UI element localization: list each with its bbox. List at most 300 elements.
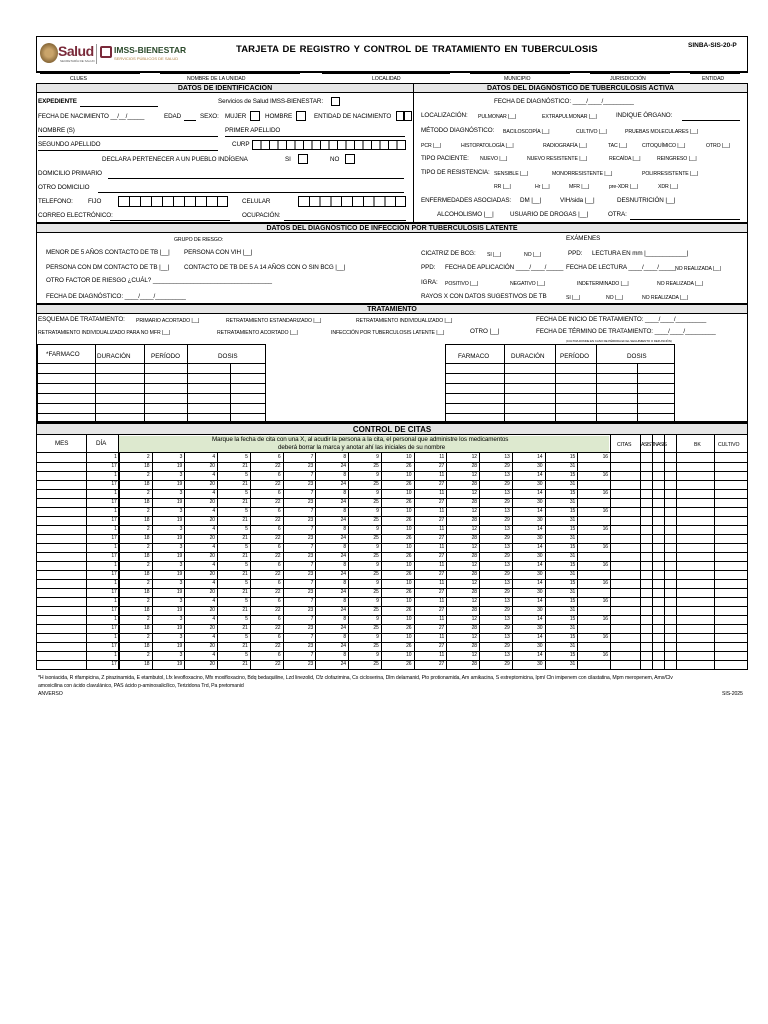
calendar-day-cell[interactable]: 23 — [307, 571, 314, 577]
option-retrat-acortado[interactable]: RETRATAMIENTO ACORTADO |__| — [217, 330, 298, 336]
calendar-day-cell[interactable]: 25 — [373, 571, 379, 577]
calendar-day-cell[interactable]: 13 — [504, 544, 510, 550]
option-rx-no-realizada[interactable]: NO REALIZADA |__| — [642, 295, 688, 301]
calendar-day-cell[interactable]: 27 — [438, 499, 445, 505]
calendar-day-cell[interactable]: 13 — [504, 526, 510, 532]
calendar-day-cell[interactable]: 3 — [179, 454, 183, 460]
calendar-day-cell[interactable]: 1 — [114, 616, 117, 622]
calendar-day-cell[interactable]: 30 — [537, 553, 543, 559]
calendar-day-cell[interactable]: 27 — [438, 535, 445, 541]
calendar-day-cell[interactable]: 1 — [114, 472, 117, 478]
calendar-day-cell[interactable]: 5 — [245, 616, 248, 622]
calendar-day-cell[interactable]: 23 — [307, 481, 314, 487]
curp-boxes[interactable] — [252, 140, 406, 150]
calendar-day-cell[interactable]: 23 — [307, 499, 314, 505]
calendar-day-cell[interactable]: 26 — [406, 625, 412, 631]
calendar-day-cell[interactable]: 7 — [310, 490, 314, 496]
calendar-day-cell[interactable]: 29 — [504, 481, 510, 487]
calendar-day-cell[interactable]: 2 — [146, 652, 150, 658]
calendar-day-cell[interactable]: 27 — [438, 661, 445, 667]
calendar-day-cell[interactable]: 30 — [537, 517, 543, 523]
calendar-day-cell[interactable]: 14 — [537, 598, 543, 604]
calendar-day-cell[interactable]: 22 — [275, 517, 281, 523]
domicilio-field[interactable] — [108, 178, 404, 179]
option-rr[interactable]: RR |__| — [494, 184, 511, 190]
calendar-day-cell[interactable]: 16 — [602, 490, 608, 496]
option-pcr[interactable]: PCR |__| — [421, 143, 442, 149]
ocupacion-field[interactable] — [284, 220, 406, 221]
calendar-day-cell[interactable]: 3 — [179, 562, 183, 568]
calendar-day-cell[interactable]: 4 — [212, 598, 215, 604]
calendar-day-cell[interactable]: 1 — [114, 634, 117, 640]
calendar-day-cell[interactable]: 17 — [111, 607, 117, 613]
calendar-day-cell[interactable]: 10 — [406, 598, 412, 604]
calendar-day-cell[interactable]: 29 — [504, 643, 510, 649]
calendar-day-cell[interactable]: 17 — [111, 481, 117, 487]
calendar-day-cell[interactable]: 3 — [179, 598, 183, 604]
calendar-day-cell[interactable]: 27 — [438, 553, 445, 559]
calendar-day-cell[interactable]: 15 — [569, 454, 576, 460]
calendar-day-cell[interactable]: 3 — [179, 508, 183, 514]
entidad-nacimiento-box-2[interactable] — [404, 111, 412, 121]
calendar-day-cell[interactable]: 31 — [569, 625, 576, 631]
calendar-day-cell[interactable]: 18 — [144, 463, 150, 469]
option-desnutricion[interactable]: DESNUTRICIÓN |__| — [617, 197, 676, 204]
calendar-day-cell[interactable]: 14 — [537, 472, 543, 478]
calendar-day-cell[interactable]: 18 — [144, 481, 150, 487]
calendar-day-cell[interactable]: 1 — [114, 598, 117, 604]
calendar-day-cell[interactable]: 14 — [537, 616, 543, 622]
calendar-day-cell[interactable]: 20 — [209, 499, 215, 505]
calendar-day-cell[interactable]: 4 — [212, 652, 215, 658]
calendar-day-cell[interactable]: 19 — [176, 589, 183, 595]
option-igra-positivo[interactable]: POSITIVO |__| — [445, 281, 479, 287]
calendar-day-cell[interactable]: 15 — [569, 472, 576, 478]
calendar-day-cell[interactable]: 3 — [179, 634, 183, 640]
calendar-day-cell[interactable]: 3 — [179, 652, 183, 658]
calendar-day-cell[interactable]: 16 — [602, 616, 608, 622]
calendar-day-cell[interactable]: 10 — [406, 580, 412, 586]
calendar-day-cell[interactable]: 8 — [343, 526, 346, 532]
calendar-day-cell[interactable]: 2 — [146, 472, 150, 478]
calendar-day-cell[interactable]: 29 — [504, 553, 510, 559]
option-xdr[interactable]: XDR |__| — [658, 184, 679, 190]
calendar-day-cell[interactable]: 4 — [212, 562, 215, 568]
calendar-day-cell[interactable]: 10 — [406, 472, 412, 478]
calendar-day-cell[interactable]: 21 — [242, 499, 248, 505]
calendar-day-cell[interactable]: 31 — [569, 517, 576, 523]
calendar-day-cell[interactable]: 15 — [569, 508, 576, 514]
calendar-day-cell[interactable]: 13 — [504, 562, 510, 568]
calendar-day-cell[interactable]: 28 — [471, 571, 477, 577]
calendar-day-cell[interactable]: 28 — [471, 607, 477, 613]
field-fecha-inicio[interactable]: FECHA DE INICIO DE TRATAMIENTO: ____/____/_________ — [536, 316, 707, 323]
calendar-day-cell[interactable]: 10 — [406, 562, 412, 568]
calendar-day-cell[interactable]: 21 — [242, 643, 248, 649]
calendar-day-cell[interactable]: 25 — [373, 643, 379, 649]
calendar-day-cell[interactable]: 10 — [406, 454, 412, 460]
calendar-day-cell[interactable]: 22 — [275, 571, 281, 577]
calendar-day-cell[interactable]: 21 — [242, 517, 248, 523]
calendar-day-cell[interactable]: 23 — [307, 625, 314, 631]
calendar-day-cell[interactable]: 10 — [406, 526, 412, 532]
calendar-day-cell[interactable]: 10 — [406, 616, 412, 622]
calendar-day-cell[interactable]: 12 — [471, 562, 477, 568]
calendar-day-cell[interactable]: 8 — [343, 616, 346, 622]
calendar-day-cell[interactable]: 31 — [569, 481, 576, 487]
option-baciloscopia[interactable]: BACILOSCOPÍA |__| — [503, 129, 550, 135]
calendar-day-cell[interactable]: 28 — [471, 499, 477, 505]
calendar-day-cell[interactable]: 4 — [212, 508, 215, 514]
calendar-day-cell[interactable]: 4 — [212, 454, 215, 460]
calendar-day-cell[interactable]: 1 — [114, 490, 117, 496]
calendar-day-cell[interactable]: 17 — [111, 643, 117, 649]
calendar-day-cell[interactable]: 2 — [146, 634, 150, 640]
calendar-day-cell[interactable]: 26 — [406, 535, 412, 541]
calendar-day-cell[interactable]: 15 — [569, 580, 576, 586]
calendar-day-cell[interactable]: 21 — [242, 589, 248, 595]
calendar-day-cell[interactable]: 31 — [569, 535, 576, 541]
calendar-day-cell[interactable]: 7 — [310, 544, 314, 550]
option-hr[interactable]: Hr |__| — [535, 184, 550, 190]
calendar-day-cell[interactable]: 1 — [114, 526, 117, 532]
hombre-checkbox[interactable] — [296, 111, 306, 121]
calendar-day-cell[interactable]: 12 — [471, 580, 477, 586]
label-otro-factor[interactable]: OTRO FACTOR DE RIESGO ¿CUÁL? ___________________________________ — [46, 277, 272, 284]
calendar-day-cell[interactable]: 25 — [373, 481, 379, 487]
telefono-celular-boxes[interactable] — [298, 196, 406, 207]
calendar-day-cell[interactable]: 17 — [111, 625, 117, 631]
calendar-day-cell[interactable]: 17 — [111, 571, 117, 577]
calendar-day-cell[interactable]: 26 — [406, 553, 412, 559]
calendar-day-cell[interactable]: 22 — [275, 625, 281, 631]
calendar-day-cell[interactable]: 22 — [275, 643, 281, 649]
calendar-day-cell[interactable]: 14 — [537, 562, 543, 568]
option-cultivo[interactable]: CULTIVO |__| — [576, 129, 607, 135]
calendar-day-cell[interactable]: 11 — [439, 544, 445, 550]
calendar-day-cell[interactable]: 27 — [438, 607, 445, 613]
calendar-day-cell[interactable]: 16 — [602, 580, 608, 586]
calendar-day-cell[interactable]: 31 — [569, 571, 576, 577]
option-cicatriz-si[interactable]: SI |__| — [487, 252, 502, 258]
calendar-day-cell[interactable]: 7 — [310, 472, 314, 478]
field-lectura-mm[interactable]: LECTURA EN mm |____________| — [592, 250, 689, 257]
calendar-day-cell[interactable]: 30 — [537, 589, 543, 595]
calendar-day-cell[interactable]: 12 — [471, 490, 477, 496]
calendar-day-cell[interactable]: 29 — [504, 625, 510, 631]
option-infeccion-latente[interactable]: INFECCIÓN POR TUBERCULOSIS LATENTE |__| — [331, 330, 445, 336]
calendar-day-cell[interactable]: 18 — [144, 571, 150, 577]
calendar-day-cell[interactable]: 24 — [340, 517, 346, 523]
option-tac[interactable]: TAC |__| — [608, 143, 628, 149]
calendar-day-cell[interactable]: 3 — [179, 490, 183, 496]
calendar-day-cell[interactable]: 13 — [504, 634, 510, 640]
calendar-day-cell[interactable]: 9 — [376, 598, 379, 604]
calendar-day-cell[interactable]: 9 — [376, 526, 379, 532]
calendar-day-cell[interactable]: 23 — [307, 589, 314, 595]
calendar-day-cell[interactable]: 29 — [504, 589, 510, 595]
calendar-day-cell[interactable]: 2 — [146, 598, 150, 604]
calendar-day-cell[interactable]: 19 — [176, 481, 183, 487]
calendar-day-cell[interactable]: 20 — [209, 643, 215, 649]
calendar-day-cell[interactable]: 2 — [146, 562, 150, 568]
calendar-day-cell[interactable]: 4 — [212, 634, 215, 640]
calendar-day-cell[interactable]: 18 — [144, 499, 150, 505]
option-prexdr[interactable]: pre-XDR |__| — [609, 184, 638, 190]
calendar-day-cell[interactable]: 9 — [376, 490, 379, 496]
calendar-day-cell[interactable]: 13 — [504, 580, 510, 586]
calendar-day-cell[interactable]: 14 — [537, 454, 543, 460]
calendar-day-cell[interactable]: 30 — [537, 643, 543, 649]
option-rx-no[interactable]: NO |__| — [606, 295, 623, 301]
calendar-day-cell[interactable]: 7 — [310, 634, 314, 640]
option-citoquimico[interactable]: CITOQUÍMICO |__| — [642, 143, 686, 149]
option-rx-si[interactable]: SI |__| — [566, 295, 581, 301]
calendar-day-cell[interactable]: 4 — [212, 580, 215, 586]
calendar-day-cell[interactable]: 12 — [471, 508, 477, 514]
calendar-day-cell[interactable]: 11 — [439, 508, 445, 514]
calendar-day-cell[interactable]: 20 — [209, 661, 215, 667]
calendar-day-cell[interactable]: 30 — [537, 463, 543, 469]
calendar-day-cell[interactable]: 9 — [376, 472, 379, 478]
calendar-day-cell[interactable]: 5 — [245, 526, 248, 532]
calendar-day-cell[interactable]: 4 — [212, 544, 215, 550]
calendar-day-cell[interactable]: 9 — [376, 454, 379, 460]
calendar-day-cell[interactable]: 28 — [471, 481, 477, 487]
calendar-day-cell[interactable]: 6 — [277, 490, 281, 496]
option-monorresistente[interactable]: MONORRESISTENTE |__| — [552, 171, 613, 177]
calendar-day-cell[interactable]: 11 — [439, 652, 445, 658]
calendar-day-cell[interactable]: 24 — [340, 535, 346, 541]
calendar-day-cell[interactable]: 5 — [245, 472, 248, 478]
calendar-day-cell[interactable]: 13 — [504, 616, 510, 622]
calendar-day-cell[interactable]: 18 — [144, 535, 150, 541]
calendar-day-cell[interactable]: 10 — [406, 652, 412, 658]
calendar-day-cell[interactable]: 28 — [471, 661, 477, 667]
calendar-day-cell[interactable]: 10 — [406, 634, 412, 640]
option-reingreso[interactable]: REINGRESO |__| — [657, 156, 697, 162]
option-ppd-no-realizada[interactable]: NO REALIZADA |__| — [675, 266, 721, 272]
calendar-day-cell[interactable]: 3 — [179, 472, 183, 478]
calendar-day-cell[interactable]: 27 — [438, 589, 445, 595]
calendar-day-cell[interactable]: 13 — [504, 508, 510, 514]
calendar-day-cell[interactable]: 24 — [340, 661, 346, 667]
calendar-day-cell[interactable]: 22 — [275, 589, 281, 595]
calendar-day-cell[interactable]: 18 — [144, 625, 150, 631]
field-fecha-termino[interactable]: FECHA DE TÉRMINO DE TRATAMIENTO: ____/____/_________ — [536, 328, 716, 335]
calendar-day-cell[interactable]: 19 — [176, 517, 183, 523]
calendar-day-cell[interactable]: 15 — [569, 652, 576, 658]
calendar-day-cell[interactable]: 9 — [376, 652, 379, 658]
calendar-day-cell[interactable]: 3 — [179, 544, 183, 550]
calendar-day-cell[interactable]: 8 — [343, 508, 346, 514]
calendar-day-cell[interactable]: 21 — [242, 571, 248, 577]
calendar-day-cell[interactable]: 1 — [114, 508, 117, 514]
calendar-day-cell[interactable]: 31 — [569, 643, 576, 649]
calendar-day-cell[interactable]: 22 — [275, 661, 281, 667]
calendar-day-cell[interactable]: 12 — [471, 652, 477, 658]
calendar-day-cell[interactable]: 13 — [504, 454, 510, 460]
calendar-day-cell[interactable]: 19 — [176, 535, 183, 541]
calendar-day-cell[interactable]: 22 — [275, 535, 281, 541]
calendar-day-cell[interactable]: 24 — [340, 481, 346, 487]
calendar-day-cell[interactable]: 20 — [209, 481, 215, 487]
calendar-day-cell[interactable]: 11 — [439, 598, 445, 604]
calendar-day-cell[interactable]: 19 — [176, 607, 183, 613]
calendar-day-cell[interactable]: 18 — [144, 553, 150, 559]
calendar-day-cell[interactable]: 17 — [111, 589, 117, 595]
calendar-day-cell[interactable]: 17 — [111, 535, 117, 541]
calendar-day-cell[interactable]: 24 — [340, 463, 346, 469]
calendar-day-cell[interactable]: 24 — [340, 607, 346, 613]
calendar-day-cell[interactable]: 17 — [111, 517, 117, 523]
calendar-day-cell[interactable]: 31 — [569, 553, 576, 559]
option-nuevo[interactable]: NUEVO |__| — [480, 156, 508, 162]
calendar-day-cell[interactable]: 15 — [569, 616, 576, 622]
calendar-day-cell[interactable]: 5 — [245, 508, 248, 514]
calendar-day-cell[interactable]: 20 — [209, 535, 215, 541]
calendar-day-cell[interactable]: 23 — [307, 463, 314, 469]
option-otro-esquema[interactable]: OTRO |__| — [470, 328, 500, 335]
calendar-day-cell[interactable]: 26 — [406, 463, 412, 469]
calendar-day-cell[interactable]: 23 — [307, 607, 314, 613]
option-polirresistente[interactable]: POLIRRESISTENTE |__| — [642, 171, 699, 177]
calendar-day-cell[interactable]: 21 — [242, 607, 248, 613]
calendar-day-cell[interactable]: 2 — [146, 544, 150, 550]
calendar-day-cell[interactable]: 25 — [373, 463, 379, 469]
calendar-day-cell[interactable]: 27 — [438, 643, 445, 649]
calendar-day-cell[interactable]: 8 — [343, 580, 346, 586]
field-fecha-aplicacion[interactable]: FECHA DE APLICACIÓN ____/____/_____ — [445, 264, 564, 271]
calendar-day-cell[interactable]: 4 — [212, 490, 215, 496]
option-recaida[interactable]: RECAÍDA |__| — [609, 156, 641, 162]
calendar-day-cell[interactable]: 17 — [111, 499, 117, 505]
calendar-day-cell[interactable]: 7 — [310, 508, 314, 514]
calendar-day-cell[interactable]: 10 — [406, 490, 412, 496]
calendar-day-cell[interactable]: 6 — [277, 526, 281, 532]
calendar-day-cell[interactable]: 29 — [504, 463, 510, 469]
calendar-day-cell[interactable]: 25 — [373, 589, 379, 595]
calendar-day-cell[interactable]: 9 — [376, 634, 379, 640]
calendar-day-cell[interactable]: 7 — [310, 454, 314, 460]
calendar-day-cell[interactable]: 31 — [569, 499, 576, 505]
calendar-day-cell[interactable]: 9 — [376, 562, 379, 568]
option-retrat-individualizado[interactable]: RETRATAMIENTO INDIVIDUALIZADO |__| — [356, 318, 453, 324]
calendar-day-cell[interactable]: 7 — [310, 580, 314, 586]
calendar-day-cell[interactable]: 6 — [277, 580, 281, 586]
calendar-day-cell[interactable]: 25 — [373, 499, 379, 505]
indigena-no-checkbox[interactable] — [345, 154, 355, 164]
calendar-day-cell[interactable]: 3 — [179, 526, 183, 532]
calendar-day-cell[interactable]: 2 — [146, 616, 150, 622]
calendar-day-cell[interactable]: 19 — [176, 661, 183, 667]
calendar-day-cell[interactable]: 12 — [471, 526, 477, 532]
calendar-day-cell[interactable]: 15 — [569, 490, 576, 496]
calendar-day-cell[interactable]: 22 — [275, 553, 281, 559]
calendar-day-cell[interactable]: 20 — [209, 553, 215, 559]
calendar-day-cell[interactable]: 22 — [275, 463, 281, 469]
calendar-day-cell[interactable]: 11 — [439, 580, 445, 586]
option-dm[interactable]: DM |__| — [520, 197, 542, 204]
calendar-day-cell[interactable]: 12 — [471, 634, 477, 640]
calendar-day-cell[interactable]: 8 — [343, 652, 346, 658]
calendar-day-cell[interactable]: 12 — [471, 616, 477, 622]
calendar-day-cell[interactable]: 25 — [373, 517, 379, 523]
calendar-day-cell[interactable]: 21 — [242, 661, 248, 667]
calendar-day-cell[interactable]: 31 — [569, 607, 576, 613]
calendar-day-cell[interactable]: 7 — [310, 616, 314, 622]
option-mfr[interactable]: MFR |__| — [569, 184, 590, 190]
calendar-day-cell[interactable]: 14 — [537, 634, 543, 640]
calendar-day-cell[interactable]: 23 — [307, 517, 314, 523]
calendar-day-cell[interactable]: 28 — [471, 625, 477, 631]
calendar-day-cell[interactable]: 11 — [439, 634, 445, 640]
calendar-day-cell[interactable]: 21 — [242, 481, 248, 487]
calendar-day-cell[interactable]: 23 — [307, 643, 314, 649]
calendar-day-cell[interactable]: 28 — [471, 463, 477, 469]
calendar-day-cell[interactable]: 7 — [310, 598, 314, 604]
calendar-day-cell[interactable]: 29 — [504, 607, 510, 613]
calendar-day-cell[interactable]: 28 — [471, 517, 477, 523]
calendar-day-cell[interactable]: 28 — [471, 589, 477, 595]
calendar-day-cell[interactable]: 24 — [340, 625, 346, 631]
calendar-day-cell[interactable]: 23 — [307, 553, 314, 559]
option-contacto-5-14[interactable]: CONTACTO DE TB DE 5 A 14 AÑOS CON O SIN BCG |__| — [184, 264, 346, 271]
calendar-day-cell[interactable]: 22 — [275, 499, 281, 505]
option-radiografia[interactable]: RADIOGRAFÍA |__| — [543, 143, 587, 149]
calendar-day-cell[interactable]: 20 — [209, 607, 215, 613]
calendar-day-cell[interactable]: 16 — [602, 562, 608, 568]
calendar-day-cell[interactable]: 6 — [277, 616, 281, 622]
calendar-day-cell[interactable]: 2 — [146, 490, 150, 496]
calendar-day-cell[interactable]: 5 — [245, 562, 248, 568]
calendar-day-cell[interactable]: 11 — [439, 562, 445, 568]
calendar-day-cell[interactable]: 7 — [310, 652, 314, 658]
calendar-day-cell[interactable]: 25 — [373, 607, 379, 613]
calendar-day-cell[interactable]: 19 — [176, 571, 183, 577]
calendar-day-cell[interactable]: 9 — [376, 580, 379, 586]
calendar-day-cell[interactable]: 6 — [277, 652, 281, 658]
calendar-day-cell[interactable]: 20 — [209, 517, 215, 523]
calendar-day-cell[interactable]: 20 — [209, 589, 215, 595]
entidad-nacimiento-box-1[interactable] — [396, 111, 404, 121]
field-fecha-lectura[interactable]: FECHA DE LECTURA ____/____/_____ — [566, 264, 676, 271]
calendar-day-cell[interactable]: 20 — [209, 625, 215, 631]
calendar-day-cell[interactable]: 15 — [569, 544, 576, 550]
calendar-day-cell[interactable]: 20 — [209, 463, 215, 469]
calendar-day-cell[interactable]: 8 — [343, 544, 346, 550]
calendar-day-cell[interactable]: 5 — [245, 580, 248, 586]
calendar-day-cell[interactable]: 18 — [144, 643, 150, 649]
calendar-day-cell[interactable]: 17 — [111, 661, 117, 667]
calendar-day-cell[interactable]: 17 — [111, 463, 117, 469]
calendar-day-cell[interactable]: 26 — [406, 517, 412, 523]
option-vih[interactable]: VIH/sida |__| — [560, 197, 595, 204]
calendar-day-cell[interactable]: 21 — [242, 553, 248, 559]
option-histopatologia[interactable]: HISTOPATOLOGÍA |__| — [461, 143, 514, 149]
calendar-day-cell[interactable]: 10 — [406, 508, 412, 514]
segundo-apellido-field[interactable] — [38, 150, 218, 151]
calendar-day-cell[interactable]: 26 — [406, 661, 412, 667]
calendar-day-cell[interactable]: 2 — [146, 508, 150, 514]
calendar-day-cell[interactable]: 5 — [245, 598, 248, 604]
calendar-day-cell[interactable]: 8 — [343, 472, 346, 478]
calendar-day-cell[interactable]: 14 — [537, 580, 543, 586]
calendar-day-cell[interactable]: 25 — [373, 535, 379, 541]
calendar-day-cell[interactable]: 11 — [439, 454, 445, 460]
calendar-day-cell[interactable]: 27 — [438, 517, 445, 523]
calendar-day-cell[interactable]: 19 — [176, 553, 183, 559]
